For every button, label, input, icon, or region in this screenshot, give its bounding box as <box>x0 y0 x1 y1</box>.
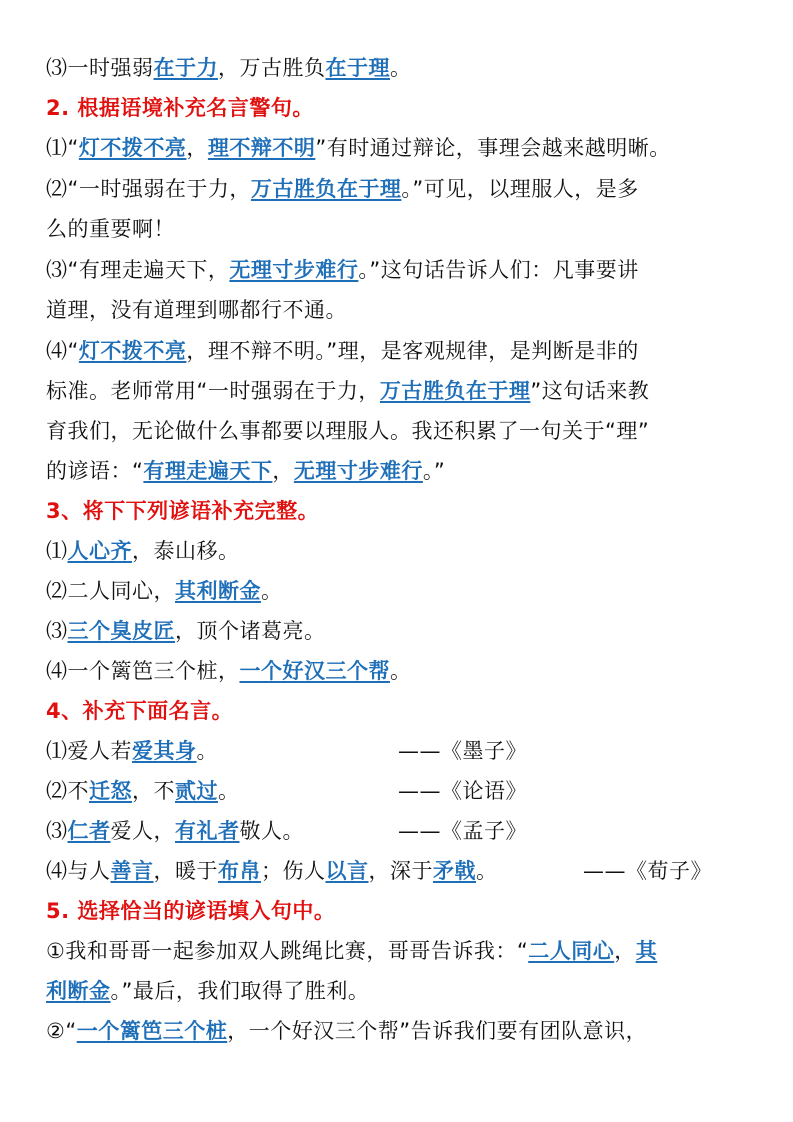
answer-text: 三个臭皮匠 <box>67 619 175 643</box>
text-line <box>46 54 412 82</box>
text-line <box>46 977 369 1005</box>
line-text: 的谚语：“ <box>46 459 144 483</box>
line-text: ⑴爱人若 <box>46 739 132 763</box>
answer-text: 以言 <box>325 859 369 883</box>
line-text: ⑷与人 <box>46 859 111 883</box>
quote-source: ——《论语》 <box>398 779 527 803</box>
text-line <box>46 337 639 365</box>
answer-text: 一个篱笆三个桩 <box>76 1019 228 1043</box>
line-text: ，一个好汉三个帮”告诉我们要有团队意识， <box>227 1019 648 1043</box>
answer-text: 有理走遍天下 <box>143 459 273 483</box>
line-text: 么的重要啊！ <box>46 217 175 241</box>
answer-text: 万古胜负在于理 <box>250 177 402 201</box>
text-line <box>46 537 240 565</box>
line-text: 。 <box>218 779 240 803</box>
text-line <box>46 617 326 645</box>
line-text: ①我和哥哥一起参加双人跳绳比赛，哥哥告诉我：“ <box>46 939 529 963</box>
line-text: 。 <box>196 739 218 763</box>
section-heading: 5. 选择恰当的谚语填入句中。 <box>46 899 336 923</box>
line-text: ②“ <box>46 1019 77 1043</box>
answer-text: 二人同心 <box>528 939 615 963</box>
line-text: 敬人。 <box>239 819 304 843</box>
answer-text: 布帛 <box>218 859 261 883</box>
line-text: ⑶ <box>46 819 68 843</box>
answer-text: 无理寸步难行 <box>229 258 359 282</box>
line-text: ，暖于 <box>153 859 218 883</box>
line-text: 。 <box>476 859 498 883</box>
line-text: 。 <box>261 579 283 603</box>
quote-source: ——《墨子》 <box>398 739 527 763</box>
line-text: ；伤人 <box>261 859 326 883</box>
answer-text: 利断金 <box>46 979 111 1003</box>
text-line <box>46 377 649 405</box>
text-line <box>46 256 639 284</box>
line-text: ”有时通过辩论，事理会越来越明晰。 <box>315 136 671 160</box>
line-text: ⑶“有理走遍天下， <box>46 258 230 282</box>
answer-text: 理不辩不明 <box>207 136 316 160</box>
answer-text: 人心齐 <box>67 539 132 563</box>
line-text: 爱人， <box>110 819 175 843</box>
line-text: ， <box>186 136 208 160</box>
line-text: 。”可见，以理服人，是多 <box>401 177 639 201</box>
text-line <box>46 175 639 203</box>
line-text: ，深于 <box>368 859 433 883</box>
line-text: ⑴“ <box>46 136 79 160</box>
section-heading: 2. 根据语境补充名言警句。 <box>46 96 314 120</box>
text-line <box>46 737 527 765</box>
line-text: ⑶ <box>46 619 68 643</box>
line-text: ⑶一时强弱 <box>46 56 154 80</box>
line-text: ，理不辩不明。”理，是客观规律，是判断是非的 <box>186 339 639 363</box>
quote-source: ——《孟子》 <box>398 819 527 843</box>
text-line <box>46 817 527 845</box>
section-heading: 3、将下下列谚语补充完整。 <box>46 499 320 523</box>
text-line <box>46 215 175 243</box>
text-line <box>46 457 445 485</box>
answer-text: 无理寸步难行 <box>293 459 423 483</box>
answer-text: 矛戟 <box>433 859 476 883</box>
line-text: ⑵二人同心， <box>46 579 175 603</box>
line-text: ，万古胜负 <box>218 56 326 80</box>
line-text: 。”最后，我们取得了胜利。 <box>110 979 370 1003</box>
line-text: ， <box>614 939 636 963</box>
line-text: ⑷一个篱笆三个桩， <box>46 659 240 683</box>
text-line <box>46 1017 647 1045</box>
line-text: ”这句话来教 <box>530 379 650 403</box>
answer-text: 一个好汉三个帮 <box>239 659 390 683</box>
answer-text: 有礼者 <box>175 819 240 843</box>
line-text: 。 <box>390 659 412 683</box>
line-text: 标准。老师常用“一时强弱在于力， <box>46 379 380 403</box>
line-text: ⑵“一时强弱在于力， <box>46 177 251 201</box>
answer-text: 灯不拨不亮 <box>78 339 187 363</box>
text-line <box>46 134 671 162</box>
answer-text: 万古胜负在于理 <box>379 379 531 403</box>
answer-text: 贰过 <box>175 779 218 803</box>
line-text: ，泰山移。 <box>132 539 240 563</box>
text-line <box>46 417 649 445</box>
quote-source: ——《荀子》 <box>583 859 712 883</box>
line-text: 道理，没有道理到哪都行不通。 <box>46 298 347 322</box>
text-line <box>46 777 527 805</box>
answer-text: 在于力 <box>153 56 218 80</box>
answer-text: 仁者 <box>67 819 111 843</box>
line-text: ，不 <box>132 779 175 803</box>
answer-text: 在于理 <box>325 56 390 80</box>
answer-text: 爱其身 <box>132 739 197 763</box>
answer-text: 善言 <box>110 859 154 883</box>
line-text: ⑵不 <box>46 779 89 803</box>
answer-text: 灯不拨不亮 <box>78 136 187 160</box>
text-line <box>46 857 712 885</box>
line-text: 。” <box>422 459 446 483</box>
text-line <box>46 657 412 685</box>
line-text: ，顶个诸葛亮。 <box>175 619 326 643</box>
line-text: 。 <box>390 56 412 80</box>
answer-text: 迁怒 <box>89 779 132 803</box>
line-text: ⑷“ <box>46 339 79 363</box>
text-line <box>46 296 347 324</box>
answer-text: 其 <box>635 939 658 963</box>
text-line <box>46 577 283 605</box>
line-text: 。”这句话告诉人们：凡事要讲 <box>358 258 639 282</box>
answer-text: 其利断金 <box>175 579 261 603</box>
line-text: 育我们，无论做什么事都要以理服人。我还积累了一句关于“理” <box>46 419 650 443</box>
text-line <box>46 937 657 965</box>
section-heading: 4、补充下面名言。 <box>46 699 234 723</box>
line-text: ， <box>272 459 294 483</box>
line-text: ⑴ <box>46 539 68 563</box>
